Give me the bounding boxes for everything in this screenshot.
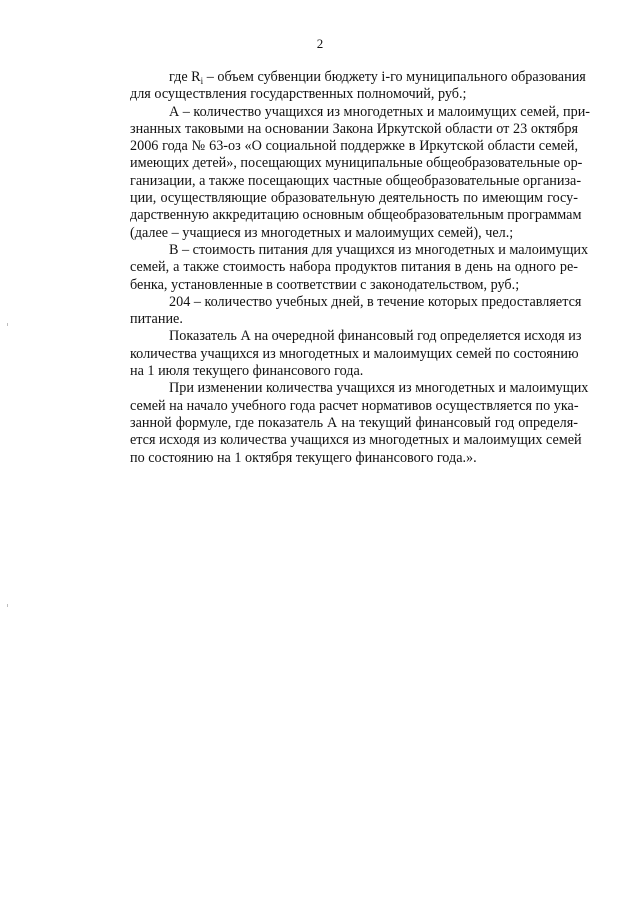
text-line: занной формуле, где показатель А на текущий финансовый год определя- — [130, 414, 578, 431]
paragraph-subvention-definition — [91, 69, 586, 104]
page-number: 2 — [316, 36, 324, 51]
text-line: 2006 года № 63-оз «О социальной поддержке в Иркутской области семей, — [130, 138, 578, 155]
paragraph-b-definition — [91, 241, 589, 294]
subscript-i: i — [200, 76, 204, 86]
text-line: ции, осуществляющие образовательную деятельность по имеющим госу- — [130, 190, 578, 207]
text-line: Показатель А на очередной финансовый год определяется исходя из — [169, 328, 582, 345]
text-line: В – стоимость питания для учащихся из многодетных и малоимущих — [169, 241, 589, 258]
text-line: ганизации, а также посещающих частные общеобразовательные организа- — [130, 172, 582, 189]
text-line: семей на начало учебного года расчет нормативов осуществляется по ука- — [130, 397, 579, 414]
paragraph-school-days — [91, 293, 582, 329]
paragraph-indicator-next-year — [91, 328, 582, 380]
text-line: ется исходя из количества учащихся из многодетных и малоимущих семей — [130, 432, 582, 449]
text-line: количества учащихся из многодетных и малоимущих семей по состоянию — [130, 345, 579, 362]
text-line: питание. — [130, 311, 183, 328]
text-line: по состоянию на 1 октября текущего финансового года.». — [130, 449, 477, 466]
text-line: где $R_i$ – объем субвенции бюджету i-го муниципального образования — [169, 69, 586, 86]
text-line: (далее – учащиеся из многодетных и малоимущих семей), чел.; — [130, 224, 514, 241]
text-line: на 1 июля текущего финансового года. — [130, 363, 364, 380]
text-line: А – количество учащихся из многодетных и малоимущих семей, при- — [169, 103, 591, 120]
text-line: знанных таковыми на основании Закона Иркутской области от 23 октября — [130, 120, 578, 137]
text-line: дарственную аккредитацию основным общеобразовательным программам — [130, 207, 582, 224]
text-line: При изменении количества учащихся из многодетных и малоимущих — [169, 380, 589, 397]
margin-mark — [7, 323, 8, 326]
text-line: имеющих детей», посещающих муниципальные общеобразовательные ор- — [130, 155, 583, 172]
document-body — [91, 69, 591, 467]
text-line: 204 – количество учебных дней, в течение которых предоставляется — [169, 293, 582, 310]
text-line: семей, а также стоимость набора продуктов питания в день на одного ре- — [130, 259, 578, 276]
paragraph-a-definition — [91, 103, 591, 242]
margin-mark — [7, 604, 8, 607]
text-line: для осуществления государственных полномочий, руб.; — [130, 86, 467, 103]
text-line: бенка, установленные в соответствии с законодательством, руб.; — [130, 276, 520, 293]
paragraph-indicator-change — [91, 380, 589, 466]
